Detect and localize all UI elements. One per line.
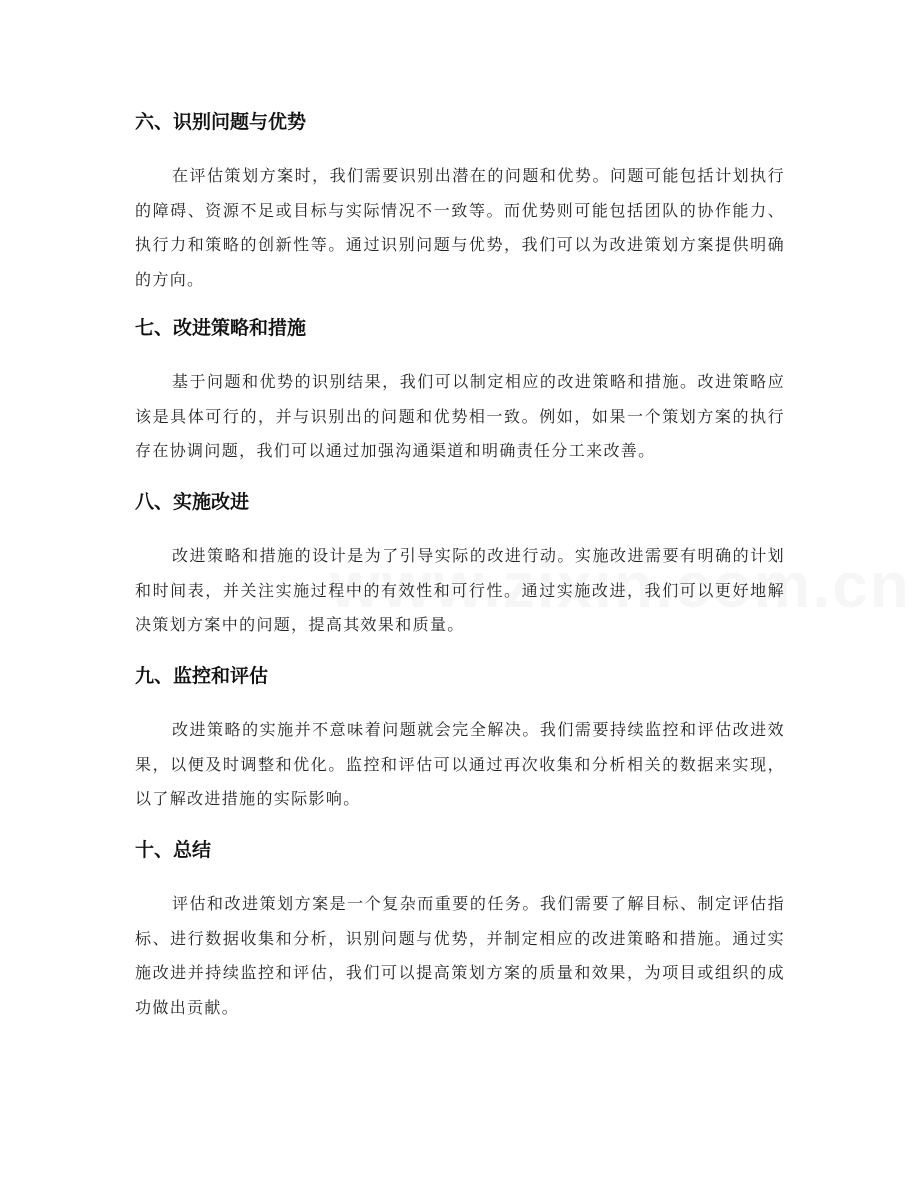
section-10 (135, 836, 785, 1025)
section-heading: 十、总结 (135, 839, 212, 861)
section-paragraph: 评估和改进策划方案是一个复杂而重要的任务。我们需要了解目标、制定评估指标、进行数据收集和分析，识别问题与优势，并制定相应的改进策略和措施。通过实施改进并持续监控和评估，我们可以提高策划方案的质量和效果，为项目或组织的成功做出贡献。 (135, 894, 785, 1017)
section-9 (135, 662, 785, 817)
section-paragraph: 基于问题和优势的识别结果，我们可以制定相应的改进策略和措施。改进策略应该是具体可行的，并与识别出的问题和优势相一致。例如，如果一个策划方案的执行存在协调问题，我们可以通过加强沟通渠道和明确责任分工来改善。 (135, 372, 785, 460)
section-7 (135, 314, 785, 469)
section-heading: 九、监控和评估 (135, 665, 269, 687)
section-heading: 七、改进策略和措施 (135, 317, 307, 339)
section-6 (135, 108, 785, 297)
section-heading: 六、识别问题与优势 (135, 111, 307, 133)
section-heading: 八、实施改进 (135, 491, 250, 513)
section-paragraph: 改进策略和措施的设计是为了引导实际的改进行动。实施改进需要有明确的计划和时间表，并关注实施过程中的有效性和可行性。通过实施改进，我们可以更好地解决策划方案中的问题，提高其效果和质量。 (135, 546, 785, 634)
section-paragraph: 改进策略的实施并不意味着问题就会完全解决。我们需要持续监控和评估改进效果，以便及时调整和优化。监控和评估可以通过再次收集和分析相关的数据来实现，以了解改进措施的实际影响。 (135, 720, 785, 808)
section-paragraph: 在评估策划方案时，我们需要识别出潜在的问题和优势。问题可能包括计划执行的障碍、资源不足或目标与实际情况不一致等。而优势则可能包括团队的协作能力、执行力和策略的创新性等。通过识别问题与优势，我们可以为改进策划方案提供明确的方向。 (135, 166, 785, 289)
section-8 (135, 488, 785, 643)
